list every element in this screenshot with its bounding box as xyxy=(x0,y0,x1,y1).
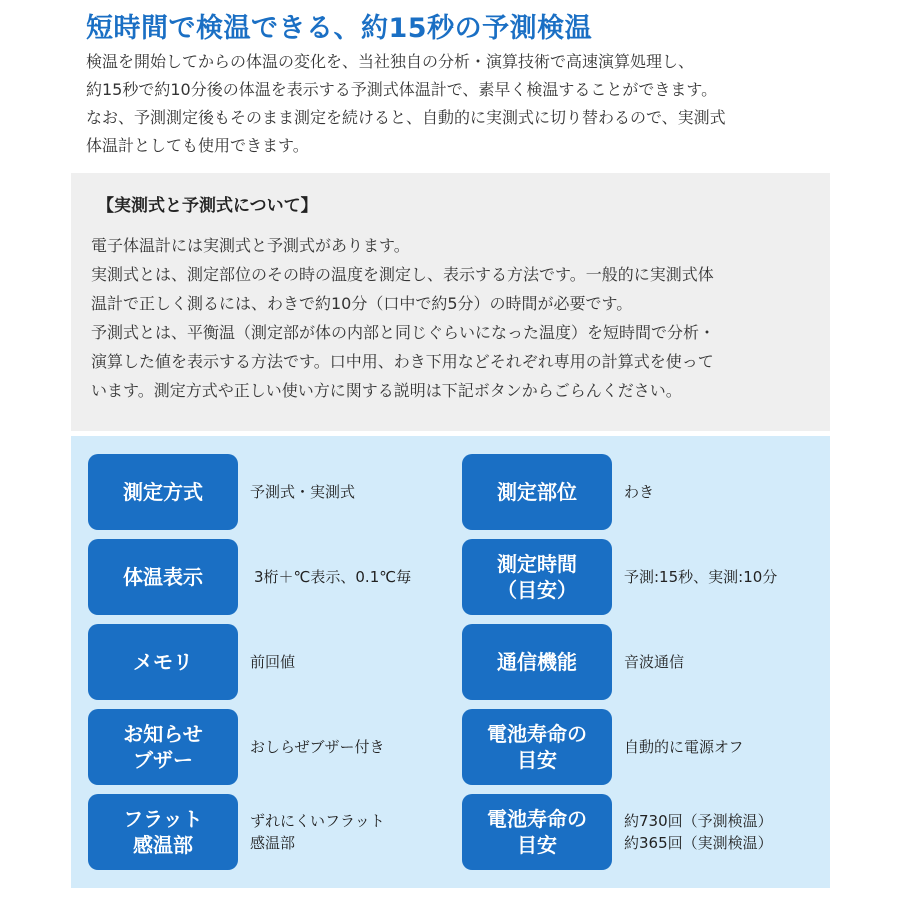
about-line: 予測式とは、平衡温（測定部が体の内部と同じぐらいになった温度）を短時間で分析・ xyxy=(91,323,716,342)
spec-label-notification-buzzer: お知らせ ブザー xyxy=(88,709,238,785)
spec-label-flat-sensor: フラット 感温部 xyxy=(88,794,238,870)
spec-label-battery-life-count: 電池寿命の 目安 xyxy=(462,794,612,870)
spec-value-notification-buzzer: おしらぜブザー付き xyxy=(250,738,385,756)
spec-label-measurement-time: 測定時間 （目安） xyxy=(462,539,612,615)
page-title: 短時間で検温できる、約15秒の予測検温 xyxy=(86,13,593,44)
about-line: 演算した値を表示する方法です。口中用、わき下用などそれぞれ専用の計算式を使って xyxy=(91,352,714,371)
measurement-types-section xyxy=(71,173,830,431)
intro-line: なお、予測測定後もそのまま測定を続けると、自動的に実測式に切り替わるので、実測式 xyxy=(86,108,726,127)
about-line: 実測式とは、測定部位のその時の温度を測定し、表示する方法です。一般的に実測式体 xyxy=(91,265,714,284)
spec-value-temperature-display: 3桁＋℃表示、0.1℃毎 xyxy=(254,568,412,586)
spec-value-measurement-method: 予測式・実測式 xyxy=(250,483,356,501)
intro-line: 検温を開始してからの体温の変化を、当社独自の分析・演算技術で高速演算処理し、 xyxy=(86,52,695,71)
spec-value-measurement-site: わき xyxy=(624,483,655,501)
spec-label-communication: 通信機能 xyxy=(462,624,612,700)
intro-line: 約15秒で約10分後の体温を表示する予測式体温計で、素早く検温することができます。 xyxy=(86,80,718,99)
spec-value-measurement-time: 予測:15秒、実測:10分 xyxy=(624,568,778,586)
intro-line: 体温計としても使用できます。 xyxy=(86,136,309,155)
spec-panel xyxy=(71,436,830,888)
measurement-types-text xyxy=(91,231,821,405)
spec-label-measurement-site: 測定部位 xyxy=(462,454,612,530)
about-line: います。測定方式や正しい使い方に関する説明は下記ボタンからごらんください。 xyxy=(91,381,682,400)
spec-value-communication: 音波通信 xyxy=(624,653,685,671)
spec-value-battery-life-count: 約730回（予測検温） 約365回（実測検温） xyxy=(624,812,773,852)
intro-text xyxy=(86,48,876,160)
spec-value-memory: 前回値 xyxy=(250,653,296,671)
spec-label-measurement-method: 測定方式 xyxy=(88,454,238,530)
spec-value-battery-life: 自動的に電源オフ xyxy=(624,738,744,756)
measurement-types-heading: 【実測式と予測式について】 xyxy=(97,196,318,216)
about-line: 電子体温計には実測式と予測式があります。 xyxy=(91,236,410,255)
spec-label-battery-life: 電池寿命の 目安 xyxy=(462,709,612,785)
spec-value-flat-sensor: ずれにくいフラット 感温部 xyxy=(250,812,385,852)
spec-label-memory: メモリ xyxy=(88,624,238,700)
spec-label-temperature-display: 体温表示 xyxy=(88,539,238,615)
about-line: 温計で正しく測るには、わきで約10分（口中で約5分）の時間が必要です。 xyxy=(91,294,633,313)
